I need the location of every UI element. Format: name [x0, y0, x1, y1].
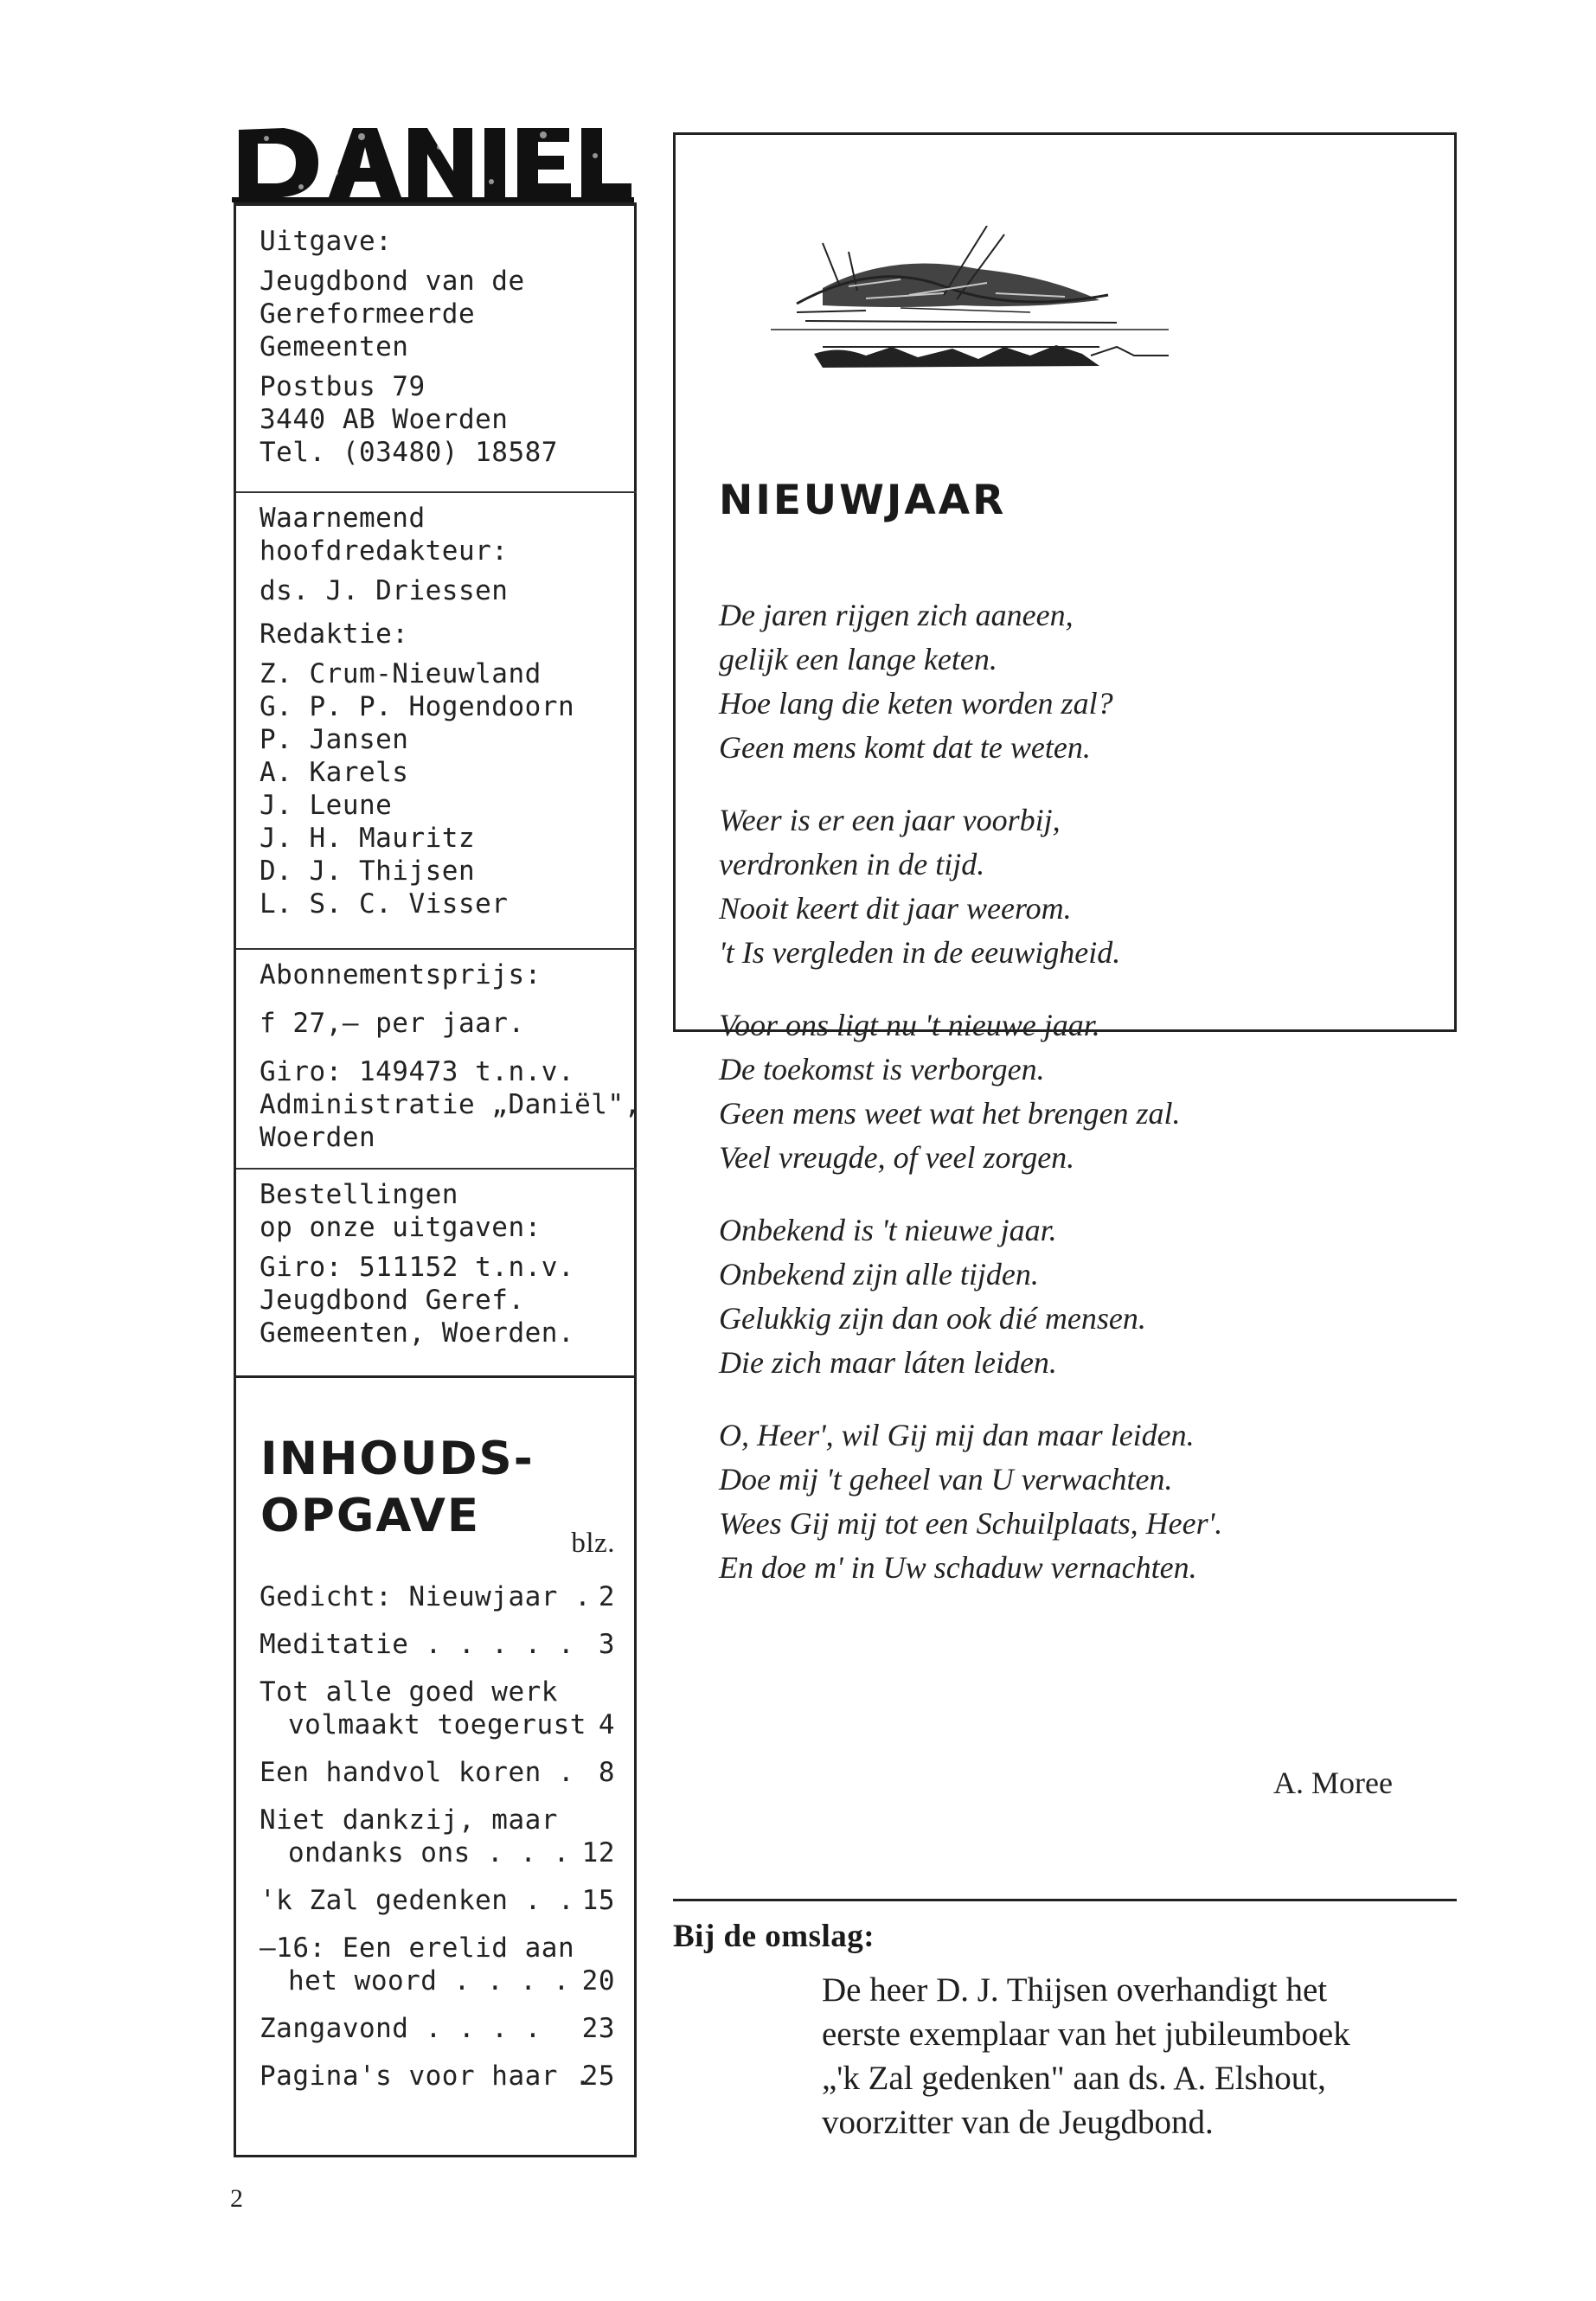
poem-line: Hoe lang die keten worden zal? — [719, 686, 1113, 721]
toc-item[interactable] — [260, 1884, 615, 1917]
editorial-member: Z. Crum-Nieuwland — [260, 658, 542, 689]
editor-name: ds. J. Driessen — [260, 575, 509, 606]
poem-line: gelijk een lange keten. — [719, 642, 997, 676]
page-number: 2 — [230, 2184, 243, 2213]
subscription-admin: Administratie „Daniël", — [260, 1089, 641, 1120]
poem-title: NIEUWJAAR — [719, 477, 1007, 524]
subscription-admin: Woerden — [260, 1122, 376, 1153]
masthead-graphic — [232, 121, 634, 202]
toc-item-title: Gedicht: Nieuwjaar . — [260, 1581, 592, 1612]
editorial-member: J. H. Mauritz — [260, 823, 476, 854]
toc-item[interactable] — [260, 1628, 615, 1661]
editorial-member: G. P. P. Hogendoorn — [260, 691, 575, 722]
poem-line: De jaren rijgen zich aaneen, — [719, 598, 1074, 632]
toc-item-page: 23 — [581, 2013, 615, 2044]
publisher-line: Gereformeerde — [260, 298, 476, 330]
toc-item-title: Een handvol koren . — [260, 1757, 575, 1788]
subscription-price: f 27,— per jaar. — [260, 1008, 525, 1039]
subscription-giro: Giro: 149473 t.n.v. — [260, 1056, 575, 1087]
orders-giro: Giro: 511152 t.n.v. — [260, 1252, 575, 1283]
toc-title-line: OPGAVE — [260, 1490, 481, 1542]
orders-account: Jeugdbond Geref. — [260, 1285, 525, 1316]
poem-line: O, Heer', wil Gij mij dan maar leiden. — [719, 1418, 1195, 1452]
editorial-member: A. Karels — [260, 757, 409, 788]
toc-item-page: 8 — [598, 1757, 615, 1788]
poem-box — [673, 132, 1457, 1585]
toc-page-column-label: blz. — [571, 1528, 615, 1559]
cover-caption-heading: Bij de omslag: — [673, 1919, 875, 1954]
toc-item-title: Zangavond . . . . — [260, 2013, 542, 2044]
toc-item[interactable] — [260, 2012, 615, 2045]
subscription-label: Abonnementsprijs: — [260, 959, 542, 990]
toc-item[interactable] — [260, 2060, 615, 2093]
poem-stanza — [719, 593, 1437, 770]
cover-caption-line: De heer D. J. Thijsen overhandigt het — [822, 1971, 1328, 2009]
cover-caption-text — [822, 1968, 1453, 2144]
address-line: 3440 AB Woerden — [260, 404, 509, 435]
divider — [236, 948, 637, 950]
toc-item-title: Meditatie . . . . . — [260, 1629, 575, 1660]
toc-item[interactable] — [260, 1804, 615, 1869]
toc-item[interactable] — [260, 1676, 615, 1741]
landscape-illustration — [771, 226, 1169, 390]
poem-line: En doe m' in Uw schaduw vernachten. — [719, 1550, 1197, 1585]
poem-line: Geen mens weet wat het brengen zal. — [719, 1096, 1181, 1131]
poem-stanza — [719, 1208, 1437, 1385]
publisher-section — [236, 225, 634, 469]
editor-label: hoofdredakteur: — [260, 535, 509, 567]
poem-box-bottom-rule — [673, 1899, 1457, 1901]
toc-item-page: 2 — [598, 1581, 615, 1612]
editorial-label: Redaktie: — [260, 619, 409, 650]
poem-line: Voor ons ligt nu 't nieuwe jaar. — [719, 1008, 1100, 1042]
toc-title — [260, 1431, 535, 1545]
toc-item-page: 20 — [581, 1965, 615, 1997]
poem-line: Gelukkig zijn dan ook dié mensen. — [719, 1301, 1146, 1336]
poem-line: Die zich maar láten leiden. — [719, 1345, 1057, 1380]
toc-title-line: INHOUDS- — [260, 1433, 535, 1485]
address-line: Tel. (03480) 18587 — [260, 437, 558, 468]
poem-line: 't Is vergleden in de eeuwigheid. — [719, 935, 1121, 970]
toc-item[interactable] — [260, 1756, 615, 1789]
poem-line: verdronken in de tijd. — [719, 847, 985, 881]
poem-author-signature: A. Moree — [1273, 1766, 1393, 1800]
divider — [236, 1168, 637, 1170]
toc-item-title: 'k Zal gedenken . . — [260, 1885, 575, 1916]
toc-item-title: volmaakt toegerust — [288, 1709, 586, 1740]
editorial-member: P. Jansen — [260, 724, 409, 755]
orders-label: op onze uitgaven: — [260, 1212, 542, 1243]
editor-section — [236, 502, 634, 920]
publisher-line: Gemeenten — [260, 331, 409, 362]
toc-item-title: —16: Een erelid aan — [260, 1932, 575, 1964]
cover-caption-line: eerste exemplaar van het jubileumboek — [822, 2016, 1350, 2053]
poem-line: Nooit keert dit jaar weerom. — [719, 891, 1072, 926]
toc-item-page: 25 — [581, 2061, 615, 2092]
editorial-member: L. S. C. Visser — [260, 888, 509, 920]
toc-item-title: het woord . . . . — [288, 1965, 570, 1997]
orders-label: Bestellingen — [260, 1179, 458, 1210]
cover-caption-line: voorzitter van de Jeugdbond. — [822, 2104, 1214, 2141]
toc-item-page: 3 — [598, 1629, 615, 1660]
toc-item-page: 4 — [598, 1709, 615, 1740]
editorial-member: D. J. Thijsen — [260, 856, 476, 887]
poem-line: Doe mij 't geheel van U verwachten. — [719, 1462, 1173, 1497]
publisher-label: Uitgave: — [260, 226, 393, 257]
toc-item-title: Tot alle goed werk — [260, 1676, 558, 1708]
subscription-section — [236, 958, 641, 1154]
poem-stanza — [719, 1413, 1437, 1590]
toc-item[interactable] — [260, 1580, 615, 1613]
cover-caption-line: „'k Zal gedenken" aan ds. A. Elshout, — [822, 2060, 1326, 2097]
orders-section — [236, 1178, 634, 1349]
publisher-line: Jeugdbond van de — [260, 266, 525, 297]
poem-line: Weer is er een jaar voorbij, — [719, 803, 1061, 837]
poem-line: Geen mens komt dat te weten. — [719, 730, 1091, 765]
poem-line: De toekomst is verborgen. — [719, 1052, 1045, 1086]
editorial-member: J. Leune — [260, 790, 393, 821]
editor-label: Waarnemend — [260, 503, 426, 534]
colophon-box — [234, 202, 641, 1378]
poem-line: Onbekend zijn alle tijden. — [719, 1257, 1039, 1292]
poem-body — [719, 593, 1437, 1618]
toc-item-title: ondanks ons . . . — [288, 1837, 570, 1868]
poem-line: Veel vreugde, of veel zorgen. — [719, 1140, 1075, 1175]
address-line: Postbus 79 — [260, 371, 426, 402]
toc-item-page: 15 — [581, 1885, 615, 1916]
toc-item[interactable] — [260, 1932, 615, 1997]
poem-stanza — [719, 798, 1437, 975]
poem-line: Onbekend is 't nieuwe jaar. — [719, 1213, 1057, 1247]
divider — [236, 491, 637, 493]
orders-account: Gemeenten, Woerden. — [260, 1317, 575, 1349]
masthead-logo — [232, 121, 634, 202]
toc-list — [260, 1580, 615, 2107]
toc-item-title: Pagina's voor haar . — [260, 2061, 592, 2092]
table-of-contents — [234, 1375, 637, 2157]
toc-item-title: Niet dankzij, maar — [260, 1804, 558, 1836]
poem-stanza — [719, 1003, 1437, 1180]
toc-item-page: 12 — [581, 1837, 615, 1868]
poem-line: Wees Gij mij tot een Schuilplaats, Heer'. — [719, 1506, 1223, 1541]
